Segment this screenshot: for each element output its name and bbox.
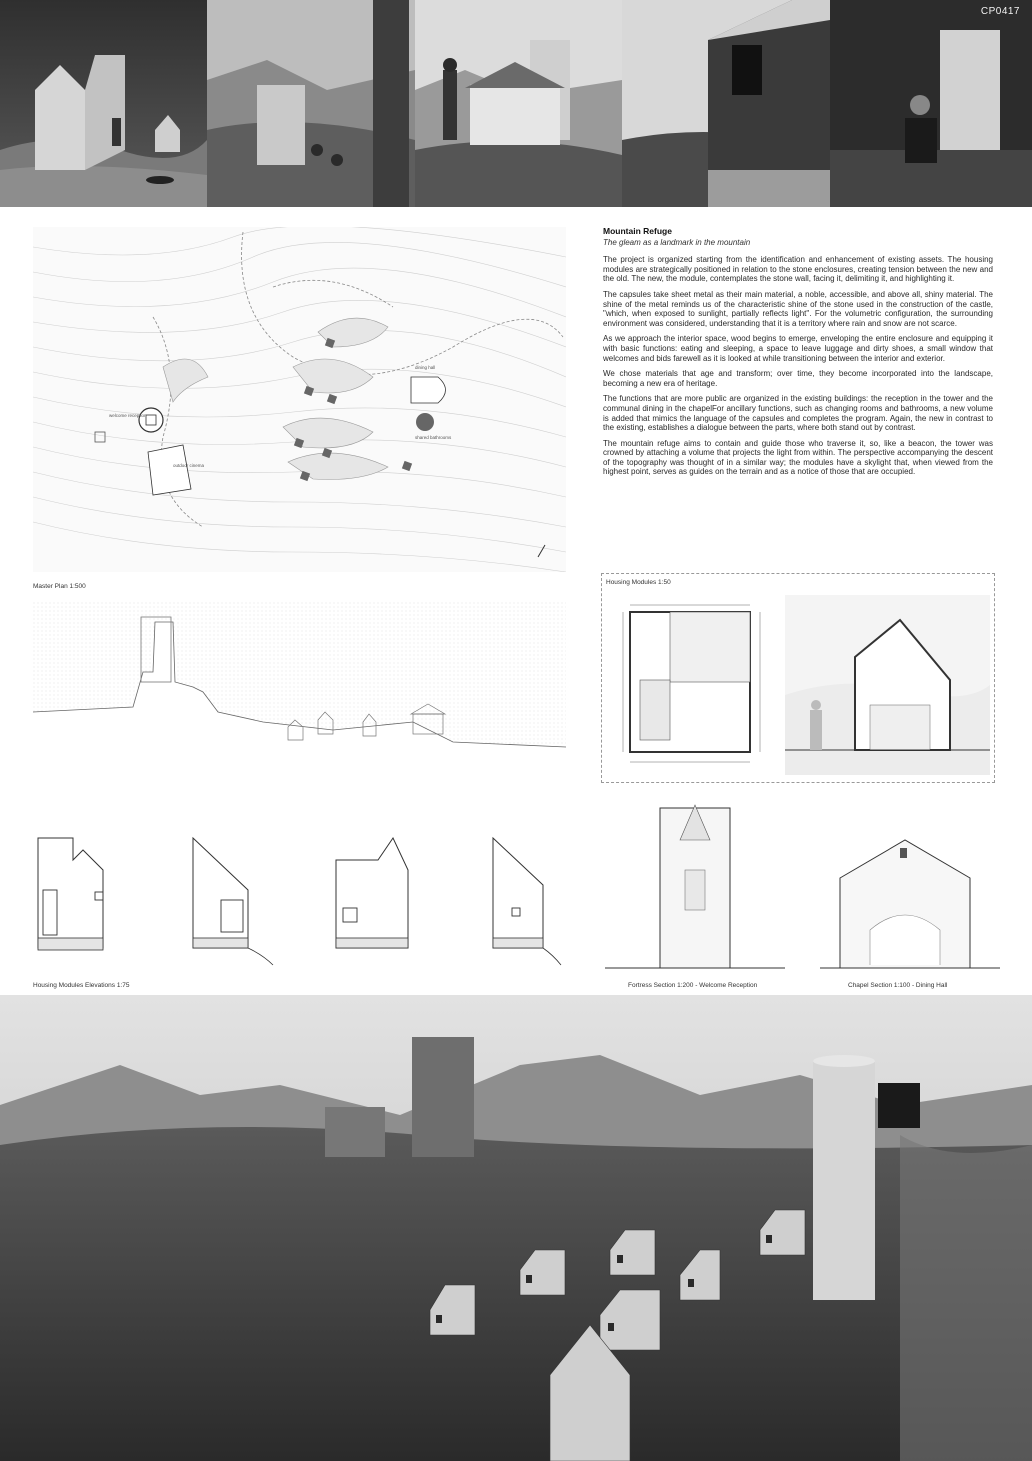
housing-elevations — [33, 830, 566, 970]
site-section-drawing — [33, 602, 566, 780]
paragraph-5: The functions that are more public are organized in the existing buildings: the reception in the tower and the communal dining in the chapelFor ancillary functions, such as changing rooms and bathrooms, a new volume is added that mimics the language of the capsules and completes the program. Again, the new in contrast to the existing, establishes a dialogue between the parts, where both stand out by contrast. — [603, 394, 993, 433]
text-column — [603, 227, 993, 483]
caption-chapel: Chapel Section 1:100 - Dining Hall — [848, 982, 948, 989]
master-plan-drawing — [33, 227, 566, 572]
chapel-section — [820, 830, 1000, 972]
title: Mountain Refuge — [603, 226, 672, 236]
caption-elevations: Housing Modules Elevations 1:75 — [33, 982, 130, 989]
fortress-section — [605, 800, 785, 972]
paragraph-3: As we approach the interior space, wood begins to emerge, enveloping the entire enclosure and equipping it with basic functions: eating and sleeping, a space to leave luggage and dirty shoes, a small window that welcomes and bids farewell as it is looked at while transitioning between the interior and exterior. — [603, 334, 993, 363]
top-photo-strip — [0, 0, 1032, 207]
caption-master-plan: Master Plan 1:500 — [33, 583, 86, 590]
photo-modules-hillside — [0, 0, 207, 207]
plan-label-welcome: welcome reception — [109, 413, 147, 418]
hero-photo-mountain-refuge — [0, 995, 1032, 1461]
paragraph-2: The capsules take sheet metal as their main material, a noble, accessible, and above all, shiny material. The shine of the metal reminds us of the characteristic shine of the stone used in the construction of the castle, "which, when exposed to sunlight, partially reflects light". For the volumetric configuration, the surrounding environment was considered, understanding that it is a territory where rain and snow are not scarce. — [603, 289, 993, 328]
photo-wood-module-window — [622, 0, 830, 207]
plan-label-outdoor: outdoor cinema — [173, 463, 205, 468]
plan-label-dining: dining hall — [415, 365, 436, 370]
photo-tower-hikers — [207, 0, 415, 207]
paragraph-1: The project is organized starting from the identification and enhancement of existing assets. The housing modules are strategically positioned in relation to the stone enclosures, creating tension between the new and the old. The new, the module, contemplates the stone wall, facing it, delimiting it, and highlighting it. — [603, 255, 993, 284]
photo-interior-seated — [830, 0, 1032, 207]
paragraph-6: The mountain refuge aims to contain and guide those who traverse it, so, like a beacon, the tower was crowned by attaching a volume that projects the light from within. The perspective accompanying the descent of the topography was thought of in a similar way; the modules have a skylight that, when viewed from the highest point, serves as guides on the terrain and as a notice of those that are occupied. — [603, 438, 993, 477]
paragraph-4: We chose materials that age and transform; over time, they become incorporated into the landscape, becoming a new era of heritage. — [603, 369, 993, 388]
plan-label-shared: shared bathrooms — [415, 435, 452, 440]
board-code: CP0417 — [980, 6, 1020, 17]
subtitle: The gleam as a landmark in the mountain — [603, 237, 751, 247]
caption-housing-modules: Housing Modules 1:50 — [606, 579, 671, 586]
housing-module-plan — [620, 600, 770, 772]
caption-fortress: Fortress Section 1:200 - Welcome Reception — [628, 982, 758, 989]
photo-chapel-hiker — [415, 0, 622, 207]
housing-module-section — [785, 595, 990, 775]
